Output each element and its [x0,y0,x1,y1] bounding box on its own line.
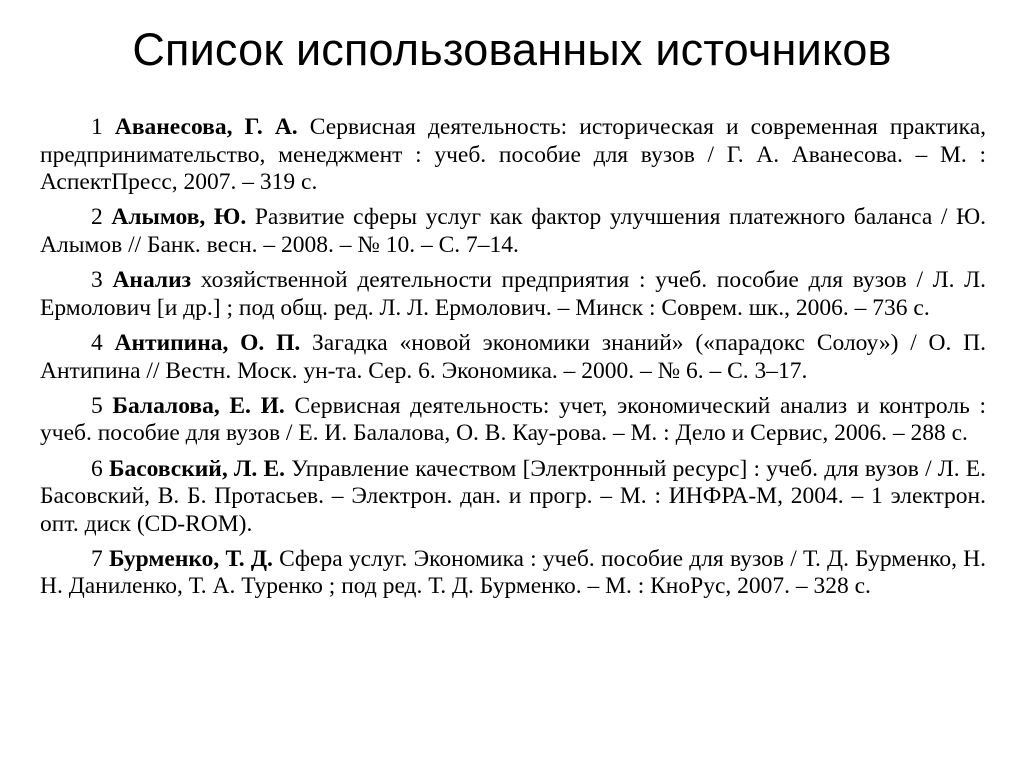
reference-item [40,267,986,322]
reference-list [40,114,986,609]
reference-text: хозяйственной деятельности предприятия : учеб. пособие для вузов / Л. Л. Ермолович [и др.] ; под общ. ред. Л. Л. Ермолович. – Минск : Соврем. шк., 2006. – 736 с. [40,267,986,321]
reference-number: 1 [91,114,103,140]
reference-number: 5 [91,392,103,419]
reference-text: Загадка «новой экономики знаний» («парадокс Солоу») / О. П. Антипина // Вестн. Моск. ун-та. Сер. 6. Экономика. – 2000. – № 6. – С. 3–17. [40,329,986,384]
reference-item [40,546,986,601]
reference-text: Сервисная деятельность: историческая и современная практика, предпринимательство, менеджмент : учеб. пособие для вузов / Г. А. Аванесова. – М. : АспектПресс, 2007. – 319 с. [40,114,987,196]
reference-item [40,330,986,385]
reference-author: Бурменко, Т. Д. [108,545,273,572]
reference-author: Балалова, Е. И. [112,392,285,419]
reference-author: Аванесова, Г. А. [114,114,298,140]
reference-item [40,114,986,197]
reference-text: Сфера услуг. Экономика : учеб. пособие для вузов / Т. Д. Бурменко, Н. Н. Даниленко, Т. А. Туренко ; под ред. Т. Д. Бурменко. – М. : КноРус, 2007. – 328 с. [40,545,987,600]
reference-author: Басовский, Л. Е. [108,455,286,482]
reference-item [40,393,986,448]
reference-author: Анализ [112,267,192,294]
reference-text: Развитие сферы услуг как фактор улучшения платежного баланса / Ю. Алымов // Банк. весн. – 2008. – № 10. – С. 7–14. [40,204,987,258]
reference-number: 7 [91,545,103,572]
page-title: Список использованных источников [132,24,892,75]
reference-author: Алымов, Ю. [111,204,247,231]
reference-number: 6 [91,455,103,482]
reference-text: Сервисная деятельность: учет, экономический анализ и контроль : учеб. пособие для вузов / Е. И. Балалова, О. В. Кау-рова. – М. : Дело и Сервис, 2006. – 288 с. [40,392,987,447]
reference-number: 3 [91,267,103,294]
reference-author: Антипина, О. П. [114,329,301,356]
reference-number: 2 [91,204,103,231]
reference-item [40,456,986,539]
reference-item [40,204,986,259]
reference-text: Управление качеством [Электронный ресурс] : учеб. для вузов / Л. Е. Басовский, В. Б. Протасьев. – Электрон. дан. и прогр. – М. : ИНФРА-М, 2004. – 1 электрон. опт. диск (CD-ROM). [40,455,986,537]
reference-number: 4 [91,329,103,356]
